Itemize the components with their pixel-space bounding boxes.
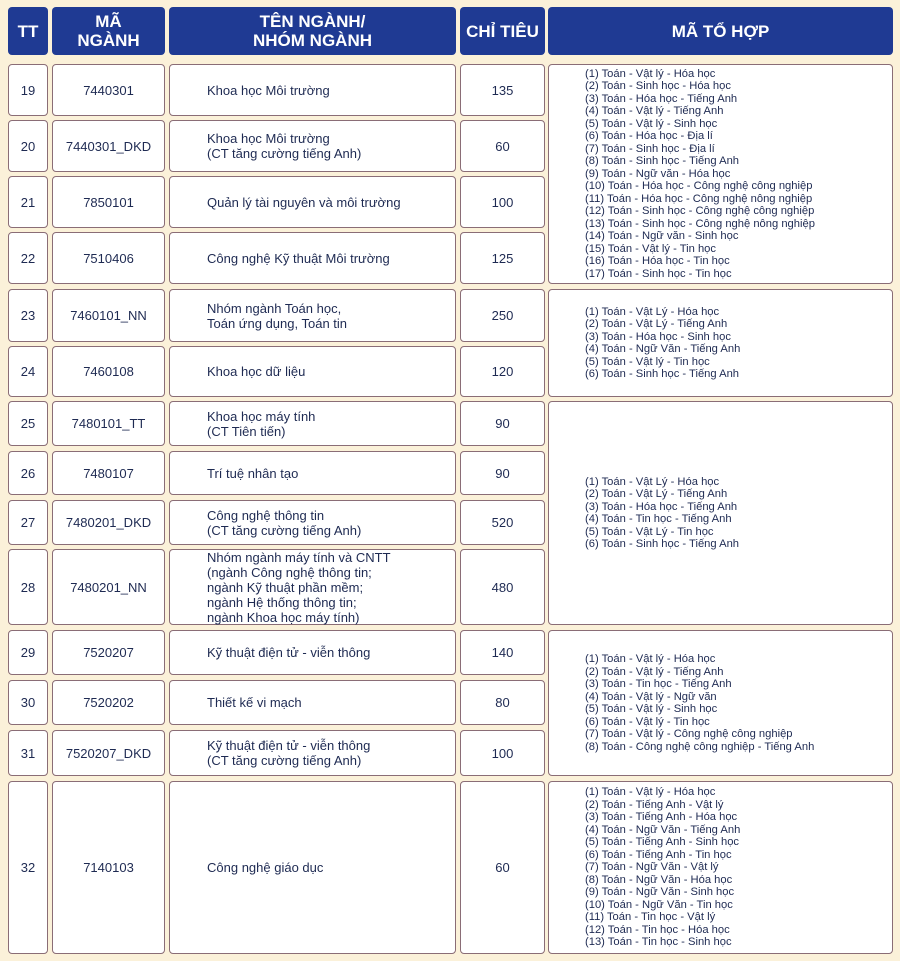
combo-item: (2) Toán - Sinh học - Hóa học bbox=[585, 80, 731, 93]
combo-item: (6) Toán - Tiếng Anh - Tin học bbox=[585, 848, 732, 861]
cell-tt: 19 bbox=[8, 64, 48, 116]
combo-item: (5) Toán - Vật lý - Sinh học bbox=[585, 703, 718, 715]
combo-item: (3) Toán - Tiếng Anh - Hóa học bbox=[585, 811, 738, 824]
combo-item: (17) Toán - Sinh học - Tin học bbox=[585, 267, 732, 280]
header-ma-to-hop: MÃ TỔ HỢP bbox=[548, 7, 893, 55]
cell-chi-tieu: 100 bbox=[460, 176, 545, 228]
combo-item: (10) Toán - Ngữ Văn - Tin học bbox=[585, 898, 733, 911]
combo-item: (16) Toán - Hóa học - Tin học bbox=[585, 255, 730, 268]
header-chi-tieu: CHỈ TIÊU bbox=[460, 7, 545, 55]
combo-item: (9) Toán - Ngữ Văn - Sinh học bbox=[585, 886, 735, 899]
combo-block bbox=[548, 289, 893, 397]
cell-tt: 28 bbox=[8, 549, 48, 625]
combo-item: (1) Toán - Vật lý - Hóa học bbox=[585, 786, 716, 799]
combo-item: (2) Toán - Vật Lý - Tiếng Anh bbox=[585, 488, 728, 500]
cell-ten-nganh: Kỹ thuật điện tử - viễn thông bbox=[169, 630, 456, 675]
combo-item: (5) Toán - Tiếng Anh - Sinh học bbox=[585, 836, 740, 849]
cell-ten-nganh: Nhóm ngành Toán học, Toán ứng dụng, Toán tin bbox=[169, 289, 456, 342]
cell-ma-nganh: 7480107 bbox=[52, 451, 165, 495]
cell-ma-nganh: 7460108 bbox=[52, 346, 165, 397]
combo-item: (13) Toán - Tin học - Sinh học bbox=[585, 936, 732, 949]
cell-ten-nganh: Khoa học Môi trường bbox=[169, 64, 456, 116]
cell-chi-tieu: 520 bbox=[460, 500, 545, 545]
combo-item: (4) Toán - Ngữ Văn - Tiếng Anh bbox=[585, 343, 741, 355]
combo-item: (5) Toán - Vật Lý - Tin học bbox=[585, 525, 714, 538]
cell-ten-nganh: Công nghệ Kỹ thuật Môi trường bbox=[169, 232, 456, 284]
combo-item: (7) Toán - Sinh học - Địa lí bbox=[585, 142, 715, 155]
cell-chi-tieu: 250 bbox=[460, 289, 545, 342]
cell-ma-nganh: 7520207 bbox=[52, 630, 165, 675]
combo-item: (12) Toán - Sinh học - Công nghệ công nghiệp bbox=[585, 205, 815, 218]
cell-chi-tieu: 135 bbox=[460, 64, 545, 116]
cell-chi-tieu: 60 bbox=[460, 781, 545, 954]
cell-ma-nganh: 7480201_DKD bbox=[52, 500, 165, 545]
cell-chi-tieu: 90 bbox=[460, 451, 545, 495]
combo-item: (14) Toán - Ngữ văn - Sinh học bbox=[585, 230, 739, 243]
cell-ma-nganh: 7520202 bbox=[52, 680, 165, 725]
cell-ten-nganh: Kỹ thuật điện tử - viễn thông (CT tăng cường tiếng Anh) bbox=[169, 730, 456, 776]
combo-block bbox=[548, 64, 893, 284]
cell-ma-nganh: 7440301 bbox=[52, 64, 165, 116]
cell-chi-tieu: 140 bbox=[460, 630, 545, 675]
combo-item: (6) Toán - Vật lý - Tin học bbox=[585, 715, 710, 728]
cell-ten-nganh: Khoa học Môi trường (CT tăng cường tiếng Anh) bbox=[169, 120, 456, 172]
combo-item: (4) Toán - Vật lý - Ngữ văn bbox=[585, 690, 717, 703]
cell-tt: 25 bbox=[8, 401, 48, 446]
header-tt: TT bbox=[8, 7, 48, 55]
combo-item: (4) Toán - Vật lý - Tiếng Anh bbox=[585, 105, 724, 118]
cell-tt: 29 bbox=[8, 630, 48, 675]
combo-item: (1) Toán - Vật Lý - Hóa học bbox=[585, 475, 720, 488]
cell-tt: 22 bbox=[8, 232, 48, 284]
cell-ma-nganh: 7460101_NN bbox=[52, 289, 165, 342]
cell-tt: 24 bbox=[8, 346, 48, 397]
cell-ma-nganh: 7480101_TT bbox=[52, 401, 165, 446]
combo-item: (11) Toán - Hóa học - Công nghệ nông nghiệp bbox=[585, 192, 813, 205]
cell-ten-nganh: Nhóm ngành máy tính và CNTT (ngành Công nghệ thông tin; ngành Kỹ thuật phần mềm; ngành Hệ thống thông tin; ngành Khoa học máy tính) bbox=[169, 549, 456, 625]
combo-item: (5) Toán - Vật lý - Sinh học bbox=[585, 117, 718, 130]
cell-tt: 26 bbox=[8, 451, 48, 495]
cell-tt: 23 bbox=[8, 289, 48, 342]
cell-ten-nganh: Khoa học dữ liệu bbox=[169, 346, 456, 397]
combo-item: (10) Toán - Hóa học - Công nghệ công nghiệp bbox=[585, 180, 813, 193]
combo-item: (11) Toán - Tin học - Vật lý bbox=[585, 911, 716, 924]
cell-tt: 21 bbox=[8, 176, 48, 228]
combo-item: (2) Toán - Vật Lý - Tiếng Anh bbox=[585, 318, 728, 330]
combo-item: (7) Toán - Vật lý - Công nghệ công nghiệp bbox=[585, 728, 793, 740]
header-ten-nganh: TÊN NGÀNH/ NHÓM NGÀNH bbox=[169, 7, 456, 55]
cell-ten-nganh: Công nghệ thông tin (CT tăng cường tiếng Anh) bbox=[169, 500, 456, 545]
cell-ma-nganh: 7850101 bbox=[52, 176, 165, 228]
combo-item: (6) Toán - Sinh học - Tiếng Anh bbox=[585, 538, 740, 550]
combo-block bbox=[548, 401, 893, 625]
cell-ten-nganh: Công nghệ giáo dục bbox=[169, 781, 456, 954]
combo-item: (5) Toán - Vật lý - Tin học bbox=[585, 355, 710, 368]
cell-tt: 30 bbox=[8, 680, 48, 725]
combo-item: (9) Toán - Ngữ văn - Hóa học bbox=[585, 167, 731, 180]
cell-ma-nganh: 7440301_DKD bbox=[52, 120, 165, 172]
cell-ten-nganh: Thiết kế vi mạch bbox=[169, 680, 456, 725]
combo-item: (2) Toán - Tiếng Anh - Vật lý bbox=[585, 798, 724, 811]
cell-chi-tieu: 100 bbox=[460, 730, 545, 776]
header-ma-nganh: MÃ NGÀNH bbox=[52, 7, 165, 55]
combo-item: (4) Toán - Tin học - Tiếng Anh bbox=[585, 513, 732, 525]
cell-chi-tieu: 125 bbox=[460, 232, 545, 284]
cell-ma-nganh: 7480201_NN bbox=[52, 549, 165, 625]
cell-tt: 27 bbox=[8, 500, 48, 545]
combo-item: (3) Toán - Tin học - Tiếng Anh bbox=[585, 678, 732, 690]
cell-chi-tieu: 80 bbox=[460, 680, 545, 725]
combo-item: (13) Toán - Sinh học - Công nghệ nông nghiệp bbox=[585, 217, 815, 230]
combo-item: (8) Toán - Công nghệ công nghiệp - Tiếng Anh bbox=[585, 740, 815, 753]
combo-item: (8) Toán - Sinh học - Tiếng Anh bbox=[585, 155, 740, 168]
cell-ten-nganh: Khoa học máy tính (CT Tiên tiến) bbox=[169, 401, 456, 446]
cell-tt: 31 bbox=[8, 730, 48, 776]
combo-item: (1) Toán - Vật lý - Hóa học bbox=[585, 67, 716, 80]
cell-chi-tieu: 60 bbox=[460, 120, 545, 172]
cell-ten-nganh: Quản lý tài nguyên và môi trường bbox=[169, 176, 456, 228]
combo-item: (4) Toán - Ngữ Văn - Tiếng Anh bbox=[585, 823, 741, 836]
cell-tt: 20 bbox=[8, 120, 48, 172]
combo-item: (3) Toán - Hóa học - Tiếng Anh bbox=[585, 500, 738, 513]
combo-item: (8) Toán - Ngữ Văn - Hóa học bbox=[585, 873, 733, 886]
combo-item: (3) Toán - Hóa học - Tiếng Anh bbox=[585, 92, 738, 105]
cell-ten-nganh: Trí tuệ nhân tạo bbox=[169, 451, 456, 495]
combo-block bbox=[548, 781, 893, 954]
cell-ma-nganh: 7520207_DKD bbox=[52, 730, 165, 776]
combo-item: (2) Toán - Vật lý - Tiếng Anh bbox=[585, 665, 724, 678]
combo-item: (1) Toán - Vật lý - Hóa học bbox=[585, 653, 716, 665]
cell-chi-tieu: 480 bbox=[460, 549, 545, 625]
combo-block bbox=[548, 630, 893, 776]
cell-ma-nganh: 7140103 bbox=[52, 781, 165, 954]
combo-item: (6) Toán - Sinh học - Tiếng Anh bbox=[585, 368, 740, 380]
combo-item: (1) Toán - Vật Lý - Hóa học bbox=[585, 305, 720, 318]
cell-ma-nganh: 7510406 bbox=[52, 232, 165, 284]
cell-chi-tieu: 120 bbox=[460, 346, 545, 397]
combo-item: (7) Toán - Ngữ Văn - Vật lý bbox=[585, 861, 719, 874]
cell-tt: 32 bbox=[8, 781, 48, 954]
combo-item: (12) Toán - Tin học - Hóa học bbox=[585, 923, 730, 936]
combo-item: (15) Toán - Vật lý - Tin học bbox=[585, 242, 716, 255]
cell-chi-tieu: 90 bbox=[460, 401, 545, 446]
combo-item: (3) Toán - Hóa học - Sinh học bbox=[585, 330, 731, 343]
combo-item: (6) Toán - Hóa học - Địa lí bbox=[585, 130, 713, 143]
